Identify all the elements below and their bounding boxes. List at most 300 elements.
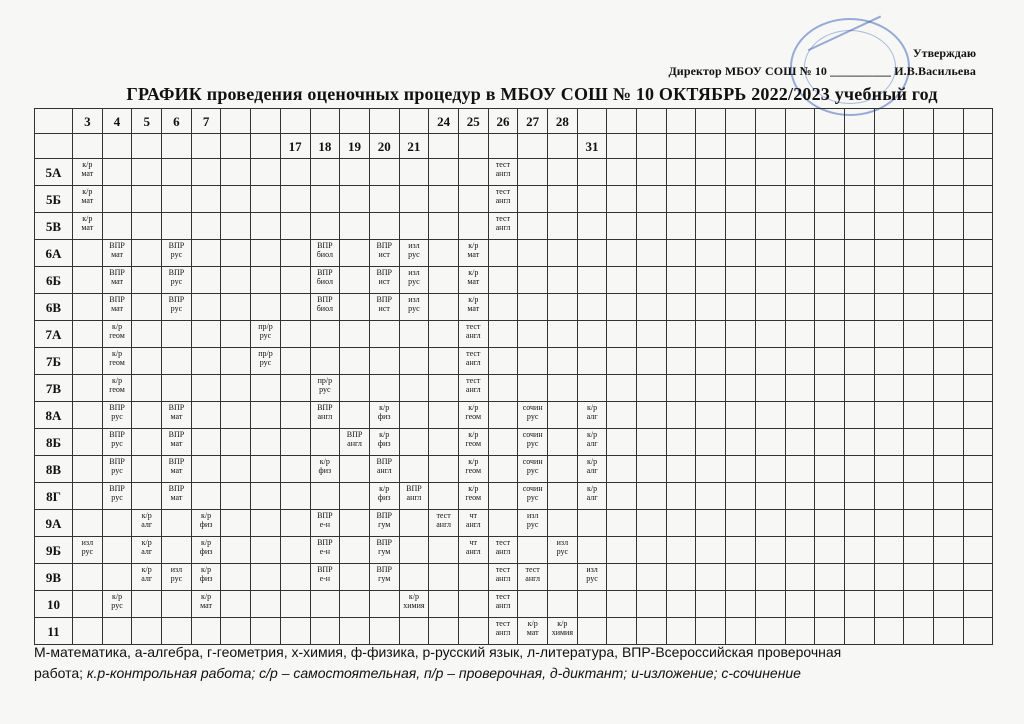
schedule-cell — [548, 321, 578, 348]
schedule-cell — [874, 159, 904, 186]
schedule-cell — [102, 186, 132, 213]
schedule-cell — [251, 321, 281, 348]
cell-text — [162, 159, 191, 160]
day-cell — [844, 134, 874, 159]
cell-text — [429, 564, 458, 565]
cell-text — [934, 510, 963, 511]
cell-text — [281, 159, 310, 160]
schedule-cell — [815, 267, 845, 294]
schedule-cell — [726, 564, 756, 591]
schedule-cell — [607, 186, 637, 213]
cell-text — [340, 348, 369, 349]
schedule-cell — [844, 267, 874, 294]
cell-text — [578, 294, 607, 295]
schedule-cell — [548, 483, 578, 510]
cell-text — [221, 510, 250, 511]
cell-text — [696, 159, 725, 160]
cell-text — [696, 537, 725, 538]
schedule-cell — [280, 564, 310, 591]
schedule-cell — [132, 483, 162, 510]
cell-text — [756, 159, 785, 160]
schedule-cell — [933, 321, 963, 348]
schedule-cell — [933, 159, 963, 186]
schedule-cell — [280, 159, 310, 186]
schedule-cell — [607, 456, 637, 483]
schedule-cell — [815, 294, 845, 321]
cell-text — [429, 402, 458, 403]
schedule-cell — [696, 618, 726, 645]
schedule-cell — [458, 267, 488, 294]
cell-text — [756, 321, 785, 322]
schedule-cell — [488, 159, 518, 186]
cell-text — [340, 375, 369, 376]
cell-text — [875, 348, 904, 349]
schedule-cell — [844, 510, 874, 537]
cell-text: к/р физ — [377, 430, 391, 448]
schedule-cell — [696, 348, 726, 375]
cell-text — [429, 618, 458, 619]
cell-text: к/р алг — [141, 538, 153, 556]
schedule-cell — [726, 213, 756, 240]
director-line: Директор МБОУ СОШ № 10 __________ И.В.Васильева — [668, 64, 976, 78]
schedule-cell — [221, 429, 251, 456]
schedule-cell — [310, 267, 340, 294]
schedule-cell — [933, 213, 963, 240]
cell-text — [251, 267, 280, 268]
day-cell — [429, 134, 459, 159]
cell-text: ВПР мат — [109, 295, 125, 313]
cell-text — [726, 213, 755, 214]
cell-text — [221, 267, 250, 268]
schedule-cell — [191, 456, 221, 483]
day-cell: 3 — [73, 109, 103, 134]
cell-text — [251, 294, 280, 295]
schedule-cell — [251, 375, 281, 402]
schedule-cell — [874, 429, 904, 456]
cell-text — [786, 483, 815, 484]
schedule-cell — [221, 375, 251, 402]
cell-text — [400, 456, 429, 457]
cell-text — [340, 213, 369, 214]
schedule-cell — [191, 186, 221, 213]
cell-text: изл рус — [408, 268, 420, 286]
day-cell — [607, 134, 637, 159]
schedule-cell — [458, 186, 488, 213]
cell-text — [696, 564, 725, 565]
schedule-cell — [162, 510, 192, 537]
schedule-cell — [815, 402, 845, 429]
cell-text — [162, 213, 191, 214]
cell-text: ВПР гум — [376, 565, 392, 583]
schedule-cell — [340, 267, 370, 294]
schedule-cell — [963, 294, 993, 321]
cell-text — [904, 375, 933, 376]
cell-text — [964, 375, 993, 376]
schedule-cell — [963, 240, 993, 267]
schedule-cell — [755, 348, 785, 375]
cell-text — [904, 618, 933, 619]
schedule-cell — [755, 510, 785, 537]
day-row-1 — [35, 109, 993, 134]
schedule-cell — [548, 186, 578, 213]
cell-text — [815, 456, 844, 457]
schedule-cell — [73, 294, 103, 321]
schedule-cell — [102, 159, 132, 186]
cell-text — [400, 510, 429, 511]
cell-text — [459, 591, 488, 592]
schedule-cell — [310, 429, 340, 456]
cell-text: к/р химия — [551, 619, 573, 637]
cell-text — [786, 402, 815, 403]
schedule-cell — [844, 456, 874, 483]
cell-text — [934, 240, 963, 241]
schedule-cell — [666, 213, 696, 240]
cell-text: к/р алг — [141, 511, 153, 529]
cell-text — [578, 348, 607, 349]
cell-text — [489, 510, 518, 511]
schedule-cell — [221, 186, 251, 213]
schedule-cell — [815, 483, 845, 510]
schedule-cell — [399, 537, 429, 564]
cell-text — [132, 348, 161, 349]
schedule-cell — [162, 213, 192, 240]
schedule-cell — [548, 591, 578, 618]
schedule-cell — [458, 213, 488, 240]
legend — [34, 642, 994, 684]
cell-text — [162, 591, 191, 592]
cell-text — [281, 375, 310, 376]
schedule-cell — [310, 321, 340, 348]
table-row — [35, 321, 993, 348]
schedule-cell — [429, 537, 459, 564]
cell-text — [904, 537, 933, 538]
schedule-cell — [429, 240, 459, 267]
cell-text: ВПР рус — [109, 403, 125, 421]
schedule-cell — [696, 537, 726, 564]
schedule-cell — [429, 159, 459, 186]
cell-text — [667, 348, 696, 349]
schedule-cell — [132, 402, 162, 429]
schedule-cell — [904, 294, 934, 321]
schedule-cell — [755, 159, 785, 186]
schedule-cell — [429, 213, 459, 240]
cell-text — [875, 240, 904, 241]
cell-text: к/р мат — [200, 592, 213, 610]
cell-text — [459, 186, 488, 187]
schedule-cell — [785, 510, 815, 537]
class-label: 10 — [35, 591, 73, 618]
day-cell: 17 — [280, 134, 310, 159]
cell-text: ВПР мат — [168, 430, 185, 448]
schedule-cell — [73, 213, 103, 240]
schedule-cell — [429, 186, 459, 213]
cell-text — [103, 618, 132, 619]
cell-text — [518, 321, 547, 322]
schedule-cell — [251, 159, 281, 186]
schedule-cell — [73, 483, 103, 510]
schedule-cell — [755, 240, 785, 267]
schedule-cell — [963, 564, 993, 591]
table-row — [35, 429, 993, 456]
cell-text — [904, 402, 933, 403]
schedule-cell — [666, 159, 696, 186]
cell-text: ВПР англ — [317, 403, 333, 421]
schedule-cell — [874, 375, 904, 402]
schedule-cell — [132, 591, 162, 618]
cell-text: к/р геом — [465, 403, 482, 421]
cell-text — [132, 267, 161, 268]
schedule-cell — [488, 402, 518, 429]
cell-text: к/р рус — [111, 592, 123, 610]
schedule-cell — [340, 159, 370, 186]
cell-text — [815, 483, 844, 484]
schedule-cell — [815, 456, 845, 483]
schedule-cell — [518, 402, 548, 429]
cell-text — [756, 348, 785, 349]
cell-text — [875, 267, 904, 268]
schedule-cell — [637, 348, 667, 375]
schedule-cell — [162, 294, 192, 321]
schedule-cell — [548, 537, 578, 564]
schedule-cell — [191, 537, 221, 564]
cell-text — [667, 213, 696, 214]
schedule-cell — [904, 483, 934, 510]
cell-text: ВПР ист — [376, 268, 392, 286]
cell-text — [934, 213, 963, 214]
cell-text — [132, 294, 161, 295]
schedule-cell — [726, 591, 756, 618]
schedule-cell — [815, 591, 845, 618]
cell-text — [875, 294, 904, 295]
cell-text — [489, 429, 518, 430]
schedule-cell — [399, 402, 429, 429]
schedule-cell — [102, 348, 132, 375]
schedule-cell — [280, 510, 310, 537]
schedule-cell — [488, 348, 518, 375]
cell-text — [429, 321, 458, 322]
schedule-cell — [458, 429, 488, 456]
cell-text — [786, 564, 815, 565]
schedule-cell — [399, 240, 429, 267]
cell-text — [311, 159, 340, 160]
cell-text — [637, 456, 666, 457]
cell-text: ВПР рус — [109, 457, 125, 475]
schedule-cell — [815, 429, 845, 456]
class-label: 5А — [35, 159, 73, 186]
schedule-cell — [577, 321, 607, 348]
schedule-cell — [548, 159, 578, 186]
cell-text — [904, 510, 933, 511]
cell-text — [340, 510, 369, 511]
schedule-cell — [162, 186, 192, 213]
schedule-cell — [280, 618, 310, 645]
cell-text — [815, 267, 844, 268]
schedule-cell — [340, 564, 370, 591]
cell-text — [192, 618, 221, 619]
cell-text — [340, 240, 369, 241]
cell-text — [964, 456, 993, 457]
cell-text: пр/р рус — [258, 349, 273, 367]
cell-text — [964, 159, 993, 160]
cell-text: к/р физ — [377, 403, 391, 421]
schedule-cell — [191, 402, 221, 429]
schedule-cell — [310, 564, 340, 591]
cell-text — [429, 159, 458, 160]
schedule-cell — [696, 213, 726, 240]
day-cell — [963, 109, 993, 134]
schedule-cell — [548, 618, 578, 645]
schedule-cell — [399, 294, 429, 321]
schedule-cell — [102, 537, 132, 564]
day-cell — [904, 134, 934, 159]
schedule-cell — [963, 537, 993, 564]
cell-text: тест англ — [495, 160, 511, 178]
schedule-cell — [518, 348, 548, 375]
schedule-cell — [132, 267, 162, 294]
cell-text — [964, 213, 993, 214]
cell-text — [964, 537, 993, 538]
schedule-cell — [429, 618, 459, 645]
schedule-cell — [280, 348, 310, 375]
cell-text — [221, 618, 250, 619]
cell-text — [845, 186, 874, 187]
schedule-cell — [726, 456, 756, 483]
table-row — [35, 213, 993, 240]
schedule-cell — [162, 456, 192, 483]
schedule-cell — [518, 564, 548, 591]
schedule-cell — [310, 510, 340, 537]
cell-text — [311, 321, 340, 322]
cell-text — [815, 618, 844, 619]
day-cell — [221, 109, 251, 134]
cell-text — [370, 348, 399, 349]
cell-text — [637, 213, 666, 214]
cell-text — [934, 294, 963, 295]
cell-text — [221, 537, 250, 538]
cell-text — [934, 429, 963, 430]
schedule-cell — [815, 618, 845, 645]
cell-text: ВПР мат — [109, 241, 125, 259]
schedule-cell — [488, 375, 518, 402]
schedule-cell — [340, 213, 370, 240]
cell-text — [875, 429, 904, 430]
schedule-cell — [102, 240, 132, 267]
cell-text — [370, 375, 399, 376]
cell-text: пр/р рус — [258, 322, 273, 340]
cell-text — [340, 456, 369, 457]
cell-text — [607, 537, 636, 538]
schedule-cell — [221, 483, 251, 510]
cell-text — [637, 402, 666, 403]
schedule-cell — [191, 240, 221, 267]
cell-text — [548, 267, 577, 268]
schedule-cell — [548, 294, 578, 321]
cell-text: к/р физ — [199, 511, 213, 529]
schedule-cell — [310, 375, 340, 402]
cell-text — [607, 375, 636, 376]
cell-text — [548, 456, 577, 457]
schedule-cell — [755, 591, 785, 618]
cell-text — [696, 321, 725, 322]
cell-text — [607, 618, 636, 619]
cell-text — [726, 510, 755, 511]
cell-text — [578, 618, 607, 619]
schedule-cell — [607, 483, 637, 510]
cell-text — [904, 294, 933, 295]
cell-text — [726, 186, 755, 187]
cell-text — [162, 510, 191, 511]
cell-text — [607, 213, 636, 214]
schedule-cell — [518, 213, 548, 240]
schedule-cell — [607, 240, 637, 267]
cell-text — [786, 375, 815, 376]
schedule-cell — [637, 186, 667, 213]
schedule-cell — [518, 267, 548, 294]
cell-text: к/р алг — [141, 565, 153, 583]
schedule-cell — [874, 294, 904, 321]
schedule-cell — [429, 267, 459, 294]
cell-text — [696, 375, 725, 376]
schedule-cell — [696, 402, 726, 429]
schedule-cell — [369, 564, 399, 591]
schedule-cell — [518, 618, 548, 645]
schedule-cell — [874, 564, 904, 591]
schedule-cell — [369, 186, 399, 213]
cell-text — [667, 294, 696, 295]
cell-text — [132, 429, 161, 430]
schedule-cell — [933, 537, 963, 564]
cell-text — [192, 456, 221, 457]
schedule-cell — [458, 159, 488, 186]
cell-text: к/р геом — [109, 322, 125, 340]
schedule-cell — [874, 186, 904, 213]
cell-text — [904, 159, 933, 160]
cell-text — [667, 564, 696, 565]
cell-text — [964, 267, 993, 268]
cell-text — [904, 213, 933, 214]
schedule-cell — [162, 537, 192, 564]
schedule-cell — [785, 294, 815, 321]
schedule-cell — [221, 213, 251, 240]
cell-text: к/р алг — [586, 403, 598, 421]
schedule-cell — [666, 375, 696, 402]
cell-text: к/р алг — [586, 457, 598, 475]
cell-text — [786, 240, 815, 241]
day-cell — [874, 109, 904, 134]
schedule-cell — [696, 159, 726, 186]
schedule-cell — [518, 186, 548, 213]
day-cell — [548, 134, 578, 159]
schedule-cell — [637, 618, 667, 645]
cell-text — [340, 618, 369, 619]
cell-text: к/р геом — [465, 457, 482, 475]
schedule-cell — [458, 375, 488, 402]
cell-text — [548, 510, 577, 511]
schedule-cell — [785, 402, 815, 429]
class-label: 11 — [35, 618, 73, 645]
table-row — [35, 537, 993, 564]
schedule-cell — [340, 483, 370, 510]
cell-text — [578, 537, 607, 538]
schedule-cell — [904, 591, 934, 618]
cell-text — [726, 456, 755, 457]
schedule-cell — [340, 510, 370, 537]
day-cell — [221, 134, 251, 159]
schedule-cell — [904, 348, 934, 375]
table-row — [35, 348, 993, 375]
cell-text — [726, 429, 755, 430]
schedule-cell — [340, 429, 370, 456]
